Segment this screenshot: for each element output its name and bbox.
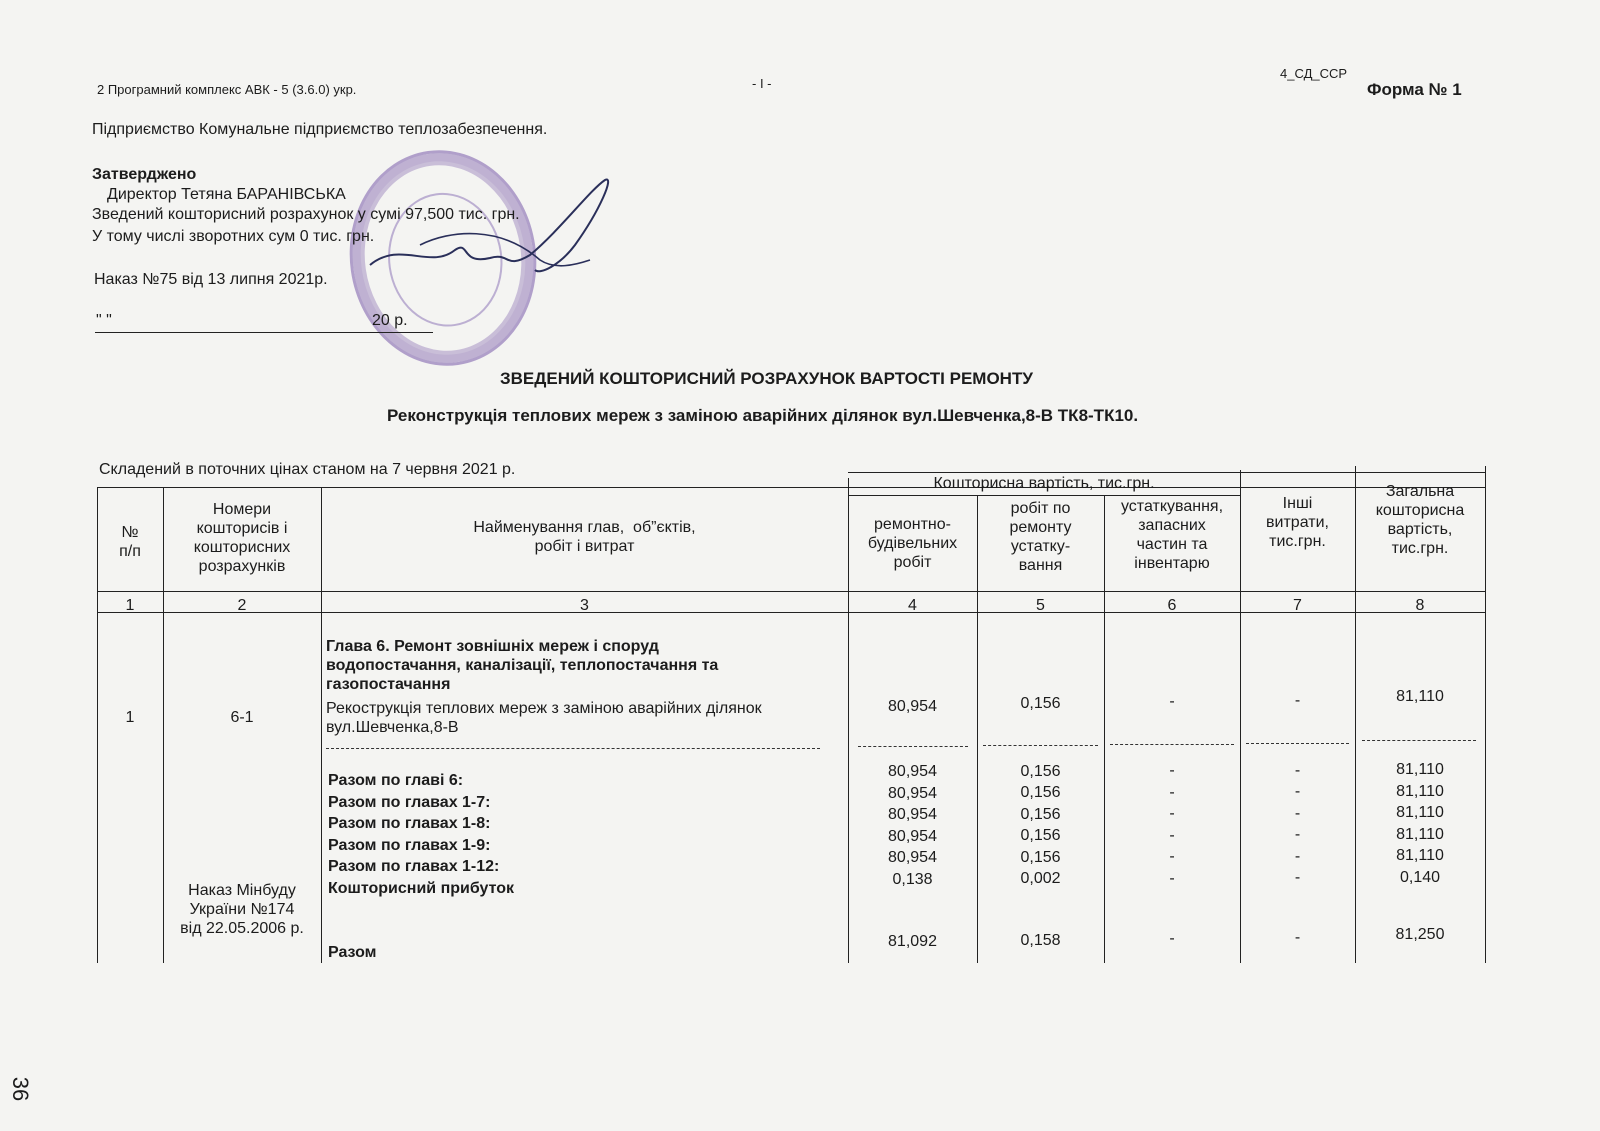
row1-v6: -: [1169, 693, 1175, 710]
final-v8: 81,250: [1395, 926, 1445, 943]
total-label: Разом по главах 1-9:: [328, 836, 491, 854]
row1-v5: 0,156: [1020, 695, 1061, 712]
final-v5: 0,158: [1020, 932, 1061, 949]
work-description: Рекострукція теплових мереж з заміною аварійних ділянок вул.Шевченка,8-В: [326, 700, 762, 736]
total-v8: 81,110: [1396, 804, 1444, 821]
final-label: Разом: [328, 944, 377, 961]
page-number: - І -: [752, 76, 772, 91]
total-label: Разом по главах 1-12:: [328, 858, 500, 875]
total-v7: -: [1294, 761, 1301, 779]
header-equipment-repair: робіт по ремонту устатку- вання: [1009, 500, 1072, 574]
total-v8: 81,110: [1396, 825, 1444, 843]
col-number: 1: [125, 597, 135, 614]
total-v5: 0,156: [1020, 805, 1061, 823]
margin-page-number: 36: [8, 1076, 34, 1102]
separator: [983, 745, 1098, 746]
total-v4: 80,954: [888, 763, 937, 780]
separator: [1110, 744, 1234, 745]
total-v5: 0,002: [1020, 870, 1061, 887]
form-title: Форма № 1: [1367, 80, 1462, 99]
total-v6: -: [1169, 848, 1175, 865]
total-v6: -: [1169, 783, 1175, 801]
date-underline: [95, 332, 433, 333]
row-number: 1: [125, 709, 135, 726]
final-v6: -: [1169, 930, 1175, 947]
header-other-costs: Інші витрати, тис.грн.: [1266, 495, 1329, 550]
total-label: Кошторисний прибуток: [328, 879, 515, 897]
total-v4: 80,954: [888, 849, 937, 866]
approval-heading: Затверджено: [92, 166, 197, 183]
software-label: 2 Програмний комплекс АВК - 5 (3.6.0) укр.: [97, 82, 357, 97]
header-num: № п/п: [119, 524, 141, 560]
total-v6: -: [1169, 869, 1175, 887]
total-v6: -: [1169, 762, 1175, 779]
total-label: Разом по главі 6:: [328, 772, 464, 789]
total-v7: -: [1294, 847, 1301, 865]
profit-basis: Наказ Мінбуду України №174 від 22.05.2006 р.: [180, 882, 304, 937]
total-v5: 0,156: [1020, 827, 1061, 844]
total-v8: 0,140: [1399, 868, 1441, 886]
director-line: Директор Тетяна БАРАНІВСЬКА: [107, 186, 346, 203]
total-v7: -: [1294, 869, 1301, 886]
document-subtitle: Реконструкція теплових мереж з заміною аварійних ділянок вул.Шевченка,8-В ТК8-ТК10.: [387, 406, 1139, 425]
total-v5: 0,156: [1020, 848, 1061, 866]
col-number: 7: [1293, 597, 1302, 614]
total-v7: -: [1294, 826, 1301, 843]
form-code: 4_СД_ССР: [1280, 66, 1348, 81]
col-number: 8: [1415, 597, 1425, 614]
total-v8: 81,110: [1396, 782, 1444, 800]
total-v6: -: [1169, 805, 1175, 822]
col-number: 2: [237, 597, 247, 614]
header-total-cost: Загальна кошторисна вартість, тис.грн.: [1375, 483, 1465, 557]
final-v4: 81,092: [888, 933, 937, 950]
total-v5: 0,156: [1020, 762, 1061, 780]
prices-note: Складений в поточних цінах станом на 7 червня 2021 р.: [99, 461, 516, 478]
separator: [326, 748, 820, 749]
total-v7: -: [1294, 783, 1301, 800]
header-estimate-codes: Номери кошторисів і кошторисних розрахунків: [193, 501, 291, 575]
row1-v7: -: [1294, 692, 1301, 709]
col-number: 4: [908, 597, 917, 614]
total-v6: -: [1169, 826, 1175, 844]
document-title: ЗВЕДЕНИЙ КОШТОРИСНИЙ РОЗРАХУНОК ВАРТОСТІ РЕМОНТУ: [500, 369, 1033, 388]
col-number: 3: [580, 597, 589, 614]
total-v8: 81,110: [1396, 761, 1444, 778]
total-label: Разом по главах 1-7:: [328, 793, 491, 811]
header-name: Найменування глав, об”єктів, робіт і витрат: [473, 519, 696, 555]
header-cost-group: Кошторисна вартість, тис.грн.: [933, 475, 1155, 492]
signature: [360, 170, 620, 300]
total-v5: 0,156: [1020, 784, 1061, 801]
separator: [858, 746, 968, 747]
total-v7: -: [1294, 804, 1301, 822]
total-v4: 80,954: [888, 806, 937, 823]
row1-v8: 81,110: [1396, 688, 1444, 705]
total-label: Разом по главах 1-8:: [328, 815, 491, 832]
header-construction-works: ремонтно- будівельних робіт: [867, 516, 958, 571]
separator: [1246, 743, 1349, 744]
estimate-code: 6-1: [230, 709, 254, 726]
date-quote: " ": [96, 312, 112, 329]
order-line: Наказ №75 від 13 липня 2021р.: [94, 271, 328, 288]
date-year: 20 р.: [372, 312, 408, 329]
row1-v4: 80,954: [888, 698, 937, 715]
col-number: 6: [1167, 597, 1177, 614]
return-sum-line: У тому числі зворотних сум 0 тис. грн.: [92, 228, 375, 245]
enterprise-line: Підприємство Комунальне підприємство теплозабезпечення.: [92, 121, 548, 138]
chapter-title: Глава 6. Ремонт зовнішніх мереж і споруд водопостачання, каналізації, теплопостачання та газопостачання: [326, 638, 719, 693]
total-v4: 80,954: [888, 784, 937, 802]
separator: [1362, 740, 1476, 741]
sum-line: Зведений кошторисний розрахунок у сумі 97,500 тис. грн.: [92, 206, 520, 223]
header-equipment: устаткування, запасних частин та інвентарю: [1120, 498, 1224, 572]
total-v4: 80,954: [888, 827, 937, 845]
col-number: 5: [1036, 597, 1045, 614]
total-v4: 0,138: [892, 870, 933, 888]
total-v8: 81,110: [1396, 847, 1444, 864]
final-v7: -: [1294, 929, 1301, 946]
